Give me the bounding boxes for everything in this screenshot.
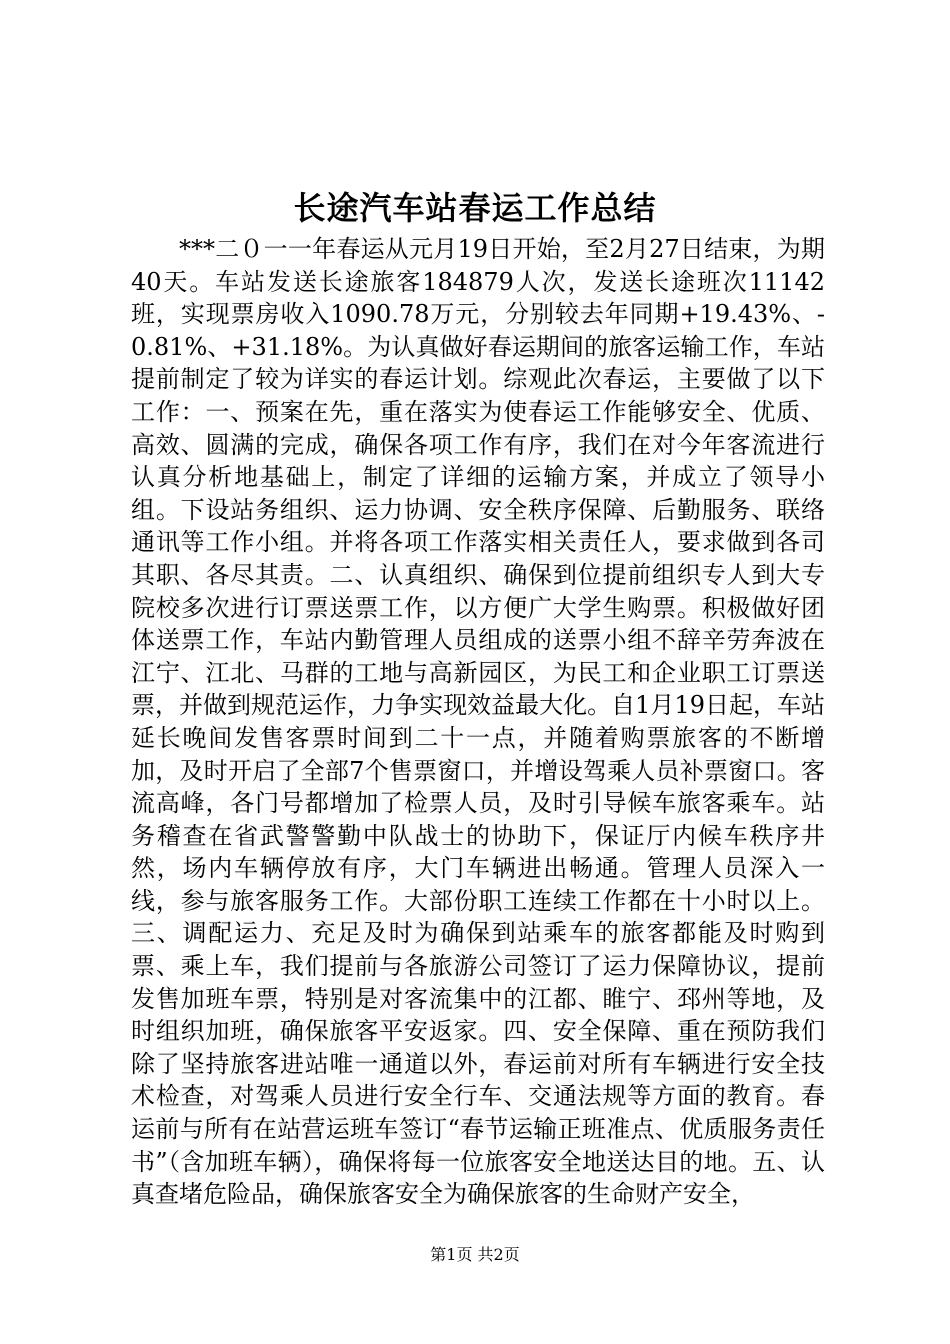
page-footer bbox=[0, 1244, 950, 1266]
document-title: 长途汽车站春运工作总结 bbox=[293, 189, 657, 227]
page-number: 第1页 共2页 bbox=[430, 1245, 520, 1264]
document-body: ***二０一一年春运从元月19日开始，至2月27日结束，为期40天。车站发送长途旅客184879人次，发送长途班次11142班，实现票房收入1090.78万元，分别较去年同期+19.43%、-0.81%、+31.18%。为认真做好春运期间的旅客运输工作，车站提前制定了较为详实的春运计划。综观此次春运，主要做了以下工作：一、预案在先，重在落实为使春运工作能够安全、优质、高效、圆满的完成，确保各项工作有序，我们在对今年客流进行认真分析地基础上，制定了详细的运输方案，并成立了领导小组。下设站务组织、运力协调、安全秩序保障、后勤服务、联络通讯等工作小组。并将各项工作落实相关责任人，要求做到各司其职、各尽其责。二、认真组织、确保到位提前组织专人到大专院校多次进行订票送票工作，以方便广大学生购票。积极做好团体送票工作，车站内勤管理人员组成的送票小组不辞辛劳奔波在江宁、江北、马群的工地与高新园区，为民工和企业职工订票送票，并做到规范运作，力争实现效益最大化。自1月19日起，车站延长晚间发售客票时间到二十一点，并随着购票旅客的不断增加，及时开启了全部7个售票窗口，并增设驾乘人员补票窗口。客流高峰，各门号都增加了检票人员，及时引导候车旅客乘车。站务稽查在省武警警勤中队战士的协助下，保证厅内候车秩序井然，场内车辆停放有序，大门车辆进出畅通。管理人员深入一线，参与旅客服务工作。大部份职工连续工作都在十小时以上。三、调配运力、充足及时为确保到站乘车的旅客都能及时购到票、乘上车，我们提前与各旅游公司签订了运力保障协议，提前发售加班车票，特别是对客流集中的江都、睢宁、邳州等地，及时组织加班，确保旅客平安返家。四、安全保障、重在预防我们除了坚持旅客进站唯一通道以外，春运前对所有车辆进行安全技术检查，对驾乘人员进行安全行车、交通法规等方面的教育。春运前与所有在站营运班车签订“春节运输正班准点、优质服务责任书”（含加班车辆），确保将每一位旅客安全地送达目的地。五、认真查堵危险品，确保旅客安全为确保旅客的生命财产安全， bbox=[131, 235, 825, 1209]
